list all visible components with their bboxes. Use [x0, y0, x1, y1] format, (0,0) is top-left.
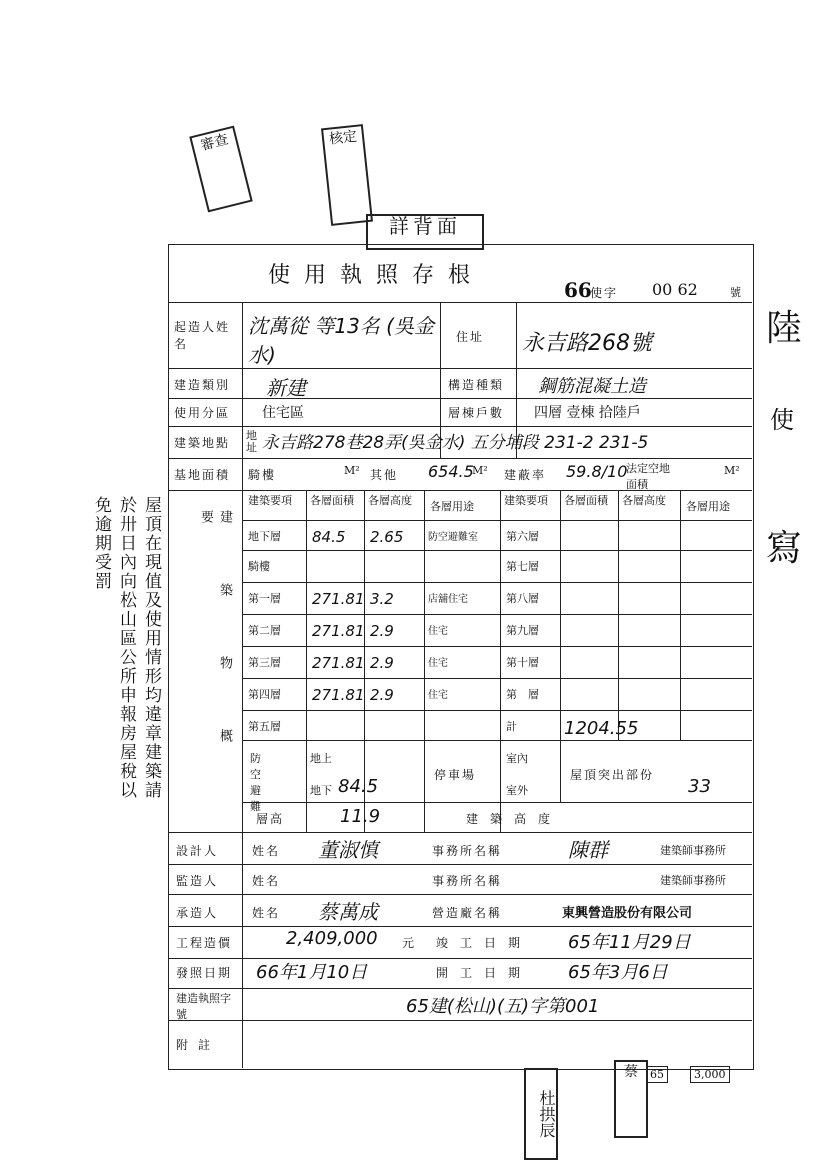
ratio-value: 59.8/10: [566, 462, 628, 481]
header-use-1: 各層用途: [430, 500, 474, 513]
structure-label: 構造種類: [448, 378, 505, 392]
height-label: 層高: [256, 812, 285, 826]
right-edge-fragment-1: 陸: [766, 308, 803, 349]
shelter-below-value: 84.5: [338, 776, 379, 797]
floor-area: 271.81: [312, 686, 365, 704]
issue-label: 發照日期: [176, 966, 233, 980]
contractor-firm-label: 營造廠名稱: [432, 906, 503, 920]
right-edge-fragment-3: 寫: [766, 528, 803, 569]
building-height-label: 建築高度: [466, 812, 563, 826]
arcade-label: 騎樓: [248, 468, 277, 482]
floor-use: 住宅: [428, 690, 448, 701]
fee-box-2: 3,000: [690, 1066, 730, 1083]
permit-number: 00 62: [652, 280, 698, 299]
floor-name-right: 計: [506, 720, 517, 733]
contractor-firm: 東興營造股份有限公司: [562, 906, 693, 921]
header-item-2: 建築要項: [504, 494, 548, 507]
floor-use: 店舖住宅: [428, 594, 468, 605]
shelter-above: 地上: [310, 752, 332, 765]
roof-label: 屋頂突出部份: [570, 768, 655, 782]
issue-value: 66年1月10日: [256, 962, 368, 983]
height-value: 11.9: [340, 806, 381, 827]
shelter-label: 防空避難: [250, 752, 277, 813]
designer-office: 陳群: [568, 838, 608, 862]
type-label: 建造類別: [174, 378, 231, 392]
floor-use: 住宅: [428, 626, 448, 637]
address-label: 住址: [456, 330, 485, 344]
permit-label: 建造執照字號: [176, 992, 231, 1021]
floor-name-right: 第八層: [506, 592, 539, 605]
address-value: 永吉路268號: [522, 331, 652, 356]
cost-value: 2,409,000: [286, 928, 378, 949]
start-value: 65年3月6日: [568, 962, 668, 983]
completed-value: 65年11月29日: [568, 932, 691, 953]
start-label: 開工日期: [436, 966, 533, 980]
permit-value: 65建(松山)(五)字第001: [406, 996, 600, 1017]
shelter-below: 地下: [310, 784, 332, 797]
floor-name: 第四層: [248, 688, 281, 701]
floor-height: 2.9: [370, 686, 394, 704]
structure-value: 鋼筋混凝土造: [538, 376, 646, 397]
area-label: 基地面積: [174, 468, 231, 482]
floor-name: 第一層: [248, 592, 281, 605]
floor-area: 271.81: [312, 590, 365, 608]
floor-name-right: 第九層: [506, 624, 539, 637]
floor-height: 2.9: [370, 622, 394, 640]
permit-char: 使字: [590, 286, 619, 300]
contractor-name-label: 姓名: [252, 906, 281, 920]
clerk-stamp: 蔡: [614, 1060, 648, 1138]
building-outline-label: 建築物概要: [198, 510, 232, 802]
header-height-1: 各層高度: [368, 494, 412, 507]
other-value: 654.5: [428, 462, 474, 481]
parking-label: 停車場: [434, 768, 477, 782]
zone-label: 使用分區: [174, 406, 231, 420]
site-label: 建築地點: [174, 436, 231, 450]
legal-label: 法定空地面積: [626, 462, 670, 491]
notes-label: 附註: [176, 1038, 221, 1052]
floor-area: 84.5: [312, 528, 346, 546]
area-unit-2: M²: [472, 464, 488, 477]
other-label: 其他: [370, 468, 399, 482]
header-area-2: 各層面積: [564, 494, 608, 507]
header-use-2: 各層用途: [686, 500, 730, 513]
floor-name: 第三層: [248, 656, 281, 669]
contractor-name: 蔡萬成: [318, 900, 378, 924]
form-title: 使用執照存根: [268, 263, 485, 288]
permit-year: 66: [564, 278, 592, 302]
floor-name-right: 第十層: [506, 656, 539, 669]
header-item-1: 建築要項: [248, 494, 292, 507]
floor-area: 271.81: [312, 622, 365, 640]
builder-value: 沈萬從 等13名 (吳金水): [248, 314, 434, 367]
designer-office-label: 事務所名稱: [432, 844, 503, 858]
floor-name: 第五層: [248, 720, 281, 733]
designer-name: 董淑慎: [318, 838, 378, 862]
site-value: 永吉路278巷28弄(吳金水) 五分埔段 231-2 231-5: [262, 433, 649, 453]
floor-name-right: 第七層: [506, 560, 539, 573]
permit-suffix: 號: [730, 286, 741, 299]
supervisor-office-label: 事務所名稱: [432, 874, 503, 888]
builder-label: 起造人姓名: [174, 320, 231, 351]
floors-label: 層棟戶數: [448, 406, 505, 420]
detail-back-stamp: 詳背面: [366, 214, 484, 250]
area-unit-1: M²: [344, 464, 360, 477]
floor-name-right: 第六層: [506, 530, 539, 543]
architect-office-1: 建築師事務所: [660, 844, 726, 857]
right-edge-fragment-2: 使: [770, 406, 794, 434]
floor-height: 3.2: [370, 590, 394, 608]
designer-label: 設計人: [176, 844, 219, 858]
supervisor-name-label: 姓名: [252, 874, 281, 888]
floor-height: 2.9: [370, 654, 394, 672]
floor-name-right: 第 層: [506, 688, 539, 701]
area-unit-3: M²: [724, 464, 740, 477]
cost-unit: 元: [402, 936, 417, 950]
header-area-1: 各層面積: [310, 494, 354, 507]
supervisor-label: 監造人: [176, 874, 219, 888]
floor-name: 地下層: [248, 530, 281, 543]
designer-name-label: 姓名: [252, 844, 281, 858]
approver-stamp: 杜拱辰: [524, 1068, 558, 1160]
completed-label: 竣工日期: [436, 936, 533, 950]
floor-use: 住宅: [428, 658, 448, 669]
left-margin-note: 屋頂在現值及使用情形均違章建築請於卅日內向松山區公所申報房屋稅以免逾期受罰: [91, 496, 161, 800]
floor-area: 271.81: [312, 654, 365, 672]
ratio-label: 建蔽率: [504, 468, 547, 482]
stamp-left-1: 審查: [189, 126, 253, 213]
fee-box: 65: [646, 1066, 668, 1083]
floors-value: 四層 壹棟 拾陸戶: [534, 405, 641, 421]
parking-outdoor: 室外: [506, 784, 528, 797]
floor-height: 2.65: [370, 528, 404, 546]
header-height-2: 各層高度: [622, 494, 666, 507]
contractor-label: 承造人: [176, 906, 219, 920]
roof-value: 33: [688, 776, 711, 797]
total-value: 1204.55: [564, 718, 639, 739]
floor-name: 第二層: [248, 624, 281, 637]
site-prefix: 地址: [246, 429, 257, 454]
stamp-left-2: 核定: [321, 124, 373, 226]
zone-value: 住宅區: [262, 405, 304, 421]
floor-name: 騎樓: [248, 560, 270, 573]
cost-label: 工程造價: [176, 936, 233, 950]
parking-indoor: 室內: [506, 752, 528, 765]
floor-use: 防空避難室: [428, 532, 478, 543]
type-value: 新建: [266, 376, 306, 400]
architect-office-2: 建築師事務所: [660, 874, 726, 887]
